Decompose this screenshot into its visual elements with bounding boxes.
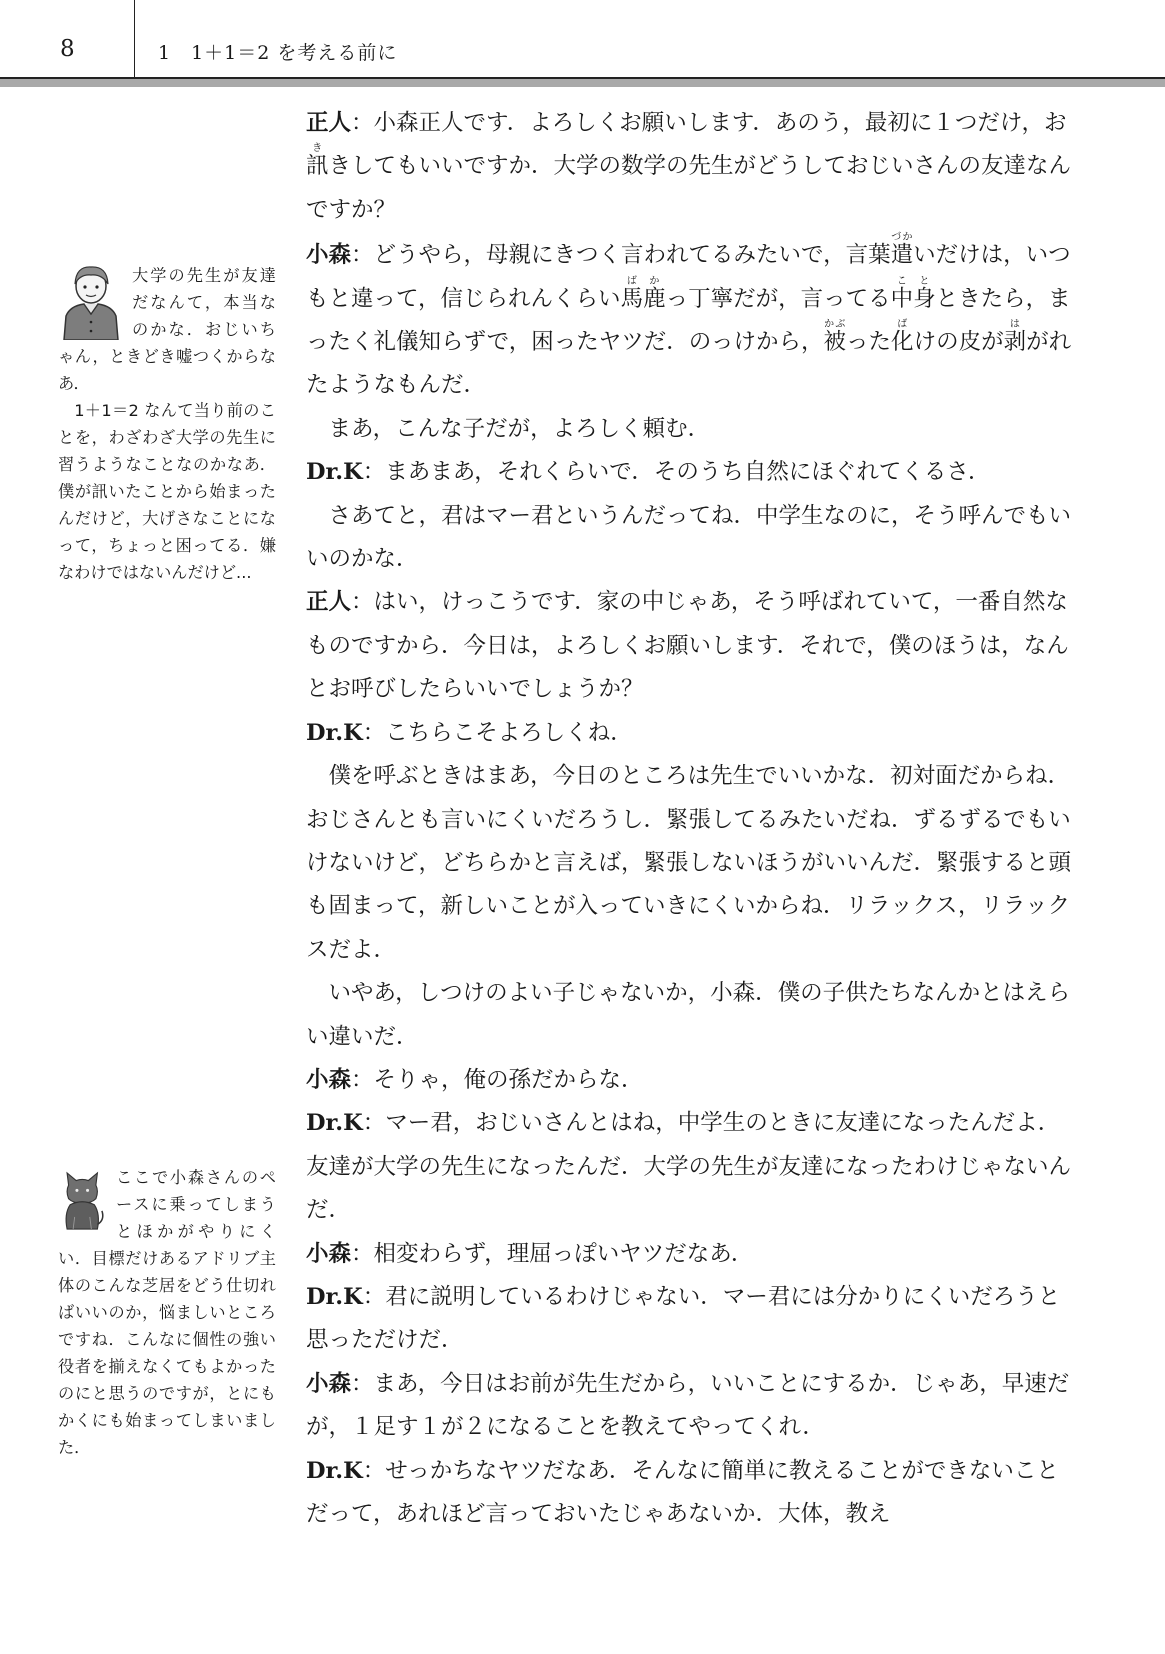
speaker-name: Dr.K [306,1457,363,1484]
ruby-word: 中身こと [890,275,936,312]
dialogue-line [306,581,1074,711]
dialogue-line [306,1450,1074,1537]
speaker-name: 小森 [306,242,352,269]
dialogue-body [306,102,1074,1536]
dialogue-line [306,1233,1074,1276]
margin-note-paragraph: ここで小森さんのペースに乗ってしまうとほかがやりにくい．目標だけあるアドリブ主体のこんな芝居をどう仕切ればいいのか，悩ましいところですね．こんなに個性の強い役者を揃えなくてもよかったのにと思うのですが，とにもかくにも始まってしまいました． [58,1168,276,1457]
speaker-name: Dr.K [306,1283,363,1310]
page-number: 8 [60,36,75,62]
running-head: 1 1＋1＝2 を考える前に [158,42,398,64]
dialogue-line [306,1102,1074,1232]
margin-note-cat [58,1164,276,1461]
page-header [0,0,1165,90]
cat-character-icon [58,1164,108,1238]
speaker-name: 小森 [306,1370,352,1397]
speaker-name: 正人 [306,589,352,616]
header-divider [134,0,135,78]
dialogue-line: 僕を呼ぶときはまあ，今日のところは先生でいいかな．初対面だからね．おじさんとも言いにくいだろうし．緊張してるみたいだね．ずるずるでもいけないけど，どちらかと言えば，緊張しないほうがいいんだ．緊張すると頭も固まって，新しいことが入っていきにくいからね．リラックス，リラックスだよ． [306,763,1072,963]
dialogue-line [306,712,1074,755]
ruby-word: 馬鹿ばか [620,275,666,312]
ruby-word: 剥は [1003,319,1027,356]
dialogue-text: っ丁寧だが，言ってる [665,285,891,312]
dialogue-line [306,102,1074,232]
dialogue-text: きしてもいいですか．大学の数学の先生がどうしておじいさんの友達なんですか？ [306,153,1072,223]
speaker-name: Dr.K [306,1110,363,1137]
ruby-word: 遣づか [890,232,914,269]
dialogue-text: ：まあ，今日はお前が先生だから，いいことにするか．じゃあ，早速だが，１足す１が２になることを教えてやってくれ． [306,1370,1070,1441]
dialogue-line: まあ，こんな子だが，よろしく頼む． [328,415,711,442]
speaker-name: 小森 [306,1066,352,1093]
dialogue-text: ：はい，けっこうです．家の中じゃあ，そう呼ばれていて，一番自然なものですから．今日は，よろしくお願いします．それで，僕のほうは，なんとお呼びしたらいいでしょうか？ [306,589,1069,703]
dialogue-text: ：君に説明しているわけじゃない．マー君には分かりにくいだろうと思っただけだ． [306,1283,1061,1354]
dialogue-text: ときたら，まったく礼儀知らずで，困ったヤツだ．のっけから， [306,285,1071,356]
margin-note-boy [58,262,276,586]
dialogue-text: いだけは，いつもと違って，信じられんくらい [306,242,1071,312]
dialogue-text: けの皮が [913,329,1004,356]
speaker-name: Dr.K [306,459,363,486]
speaker-name: 小森 [306,1240,352,1267]
dialogue-text: ：小森正人です．よろしくお願いします．あのう，最初に１つだけ，お [351,110,1067,136]
margin-note-paragraph: 1＋1＝2 なんて当り前のことを，わざわざ大学の先生に習うようなことなのかなあ．僕が訊いたことから始まったんだけど，大げさなことになって，ちょっと困ってる．嫌なわけではないんだけど... [58,401,276,582]
dialogue-text: ：どうやら，母親にきつく言われてるみたいで，言葉 [351,242,891,269]
dialogue-text: ：まあまあ，それくらいで．そのうち自然にほぐれてくるさ． [362,459,991,486]
dialogue-text: った [846,329,892,356]
header-gray-band [0,79,1165,87]
dialogue-line [306,232,1074,408]
ruby-word: 被かぶ [823,319,847,356]
dialogue-text: ：せっかちなヤツだなあ．そんなに簡単に教えることができないことだって，あれほど言っておいたじゃあないか．大体，教え [306,1457,1059,1527]
ruby-word: 化ば [891,319,914,356]
dialogue-text: ：こちらこそよろしくね． [362,719,633,746]
dialogue-line [306,1276,1074,1363]
dialogue-line: さあてと，君はマー君というんだってね．中学生なのに，そう呼んでもいいのかな． [306,502,1072,573]
dialogue-text: がれたようなもんだ． [306,329,1072,399]
dialogue-line [306,1363,1074,1450]
dialogue-text: ：相変わらず，理屈っぽいヤツだなあ． [351,1240,754,1267]
dialogue-line [306,451,1074,494]
dialogue-text: ：そりゃ，俺の孫だからな． [351,1066,644,1093]
speaker-name: 正人 [306,110,352,136]
margin-note-paragraph: 大学の先生が友達だなんて，本当なのかな．おじいちゃん，ときどき嘘つくからなあ． [58,266,276,393]
dialogue-line [306,1059,1074,1102]
boy-character-icon [58,262,124,340]
ruby-word: 訊き [306,143,329,180]
dialogue-text: ：マー君，おじいさんとはね，中学生のときに友達になったんだよ．友達が大学の先生になったんだ．大学の先生が友達になったわけじゃないんだ． [306,1110,1072,1224]
dialogue-line: いやあ，しつけのよい子じゃないか，小森．僕の子供たちなんかとはえらい違いだ． [306,980,1071,1050]
speaker-name: Dr.K [306,719,363,746]
